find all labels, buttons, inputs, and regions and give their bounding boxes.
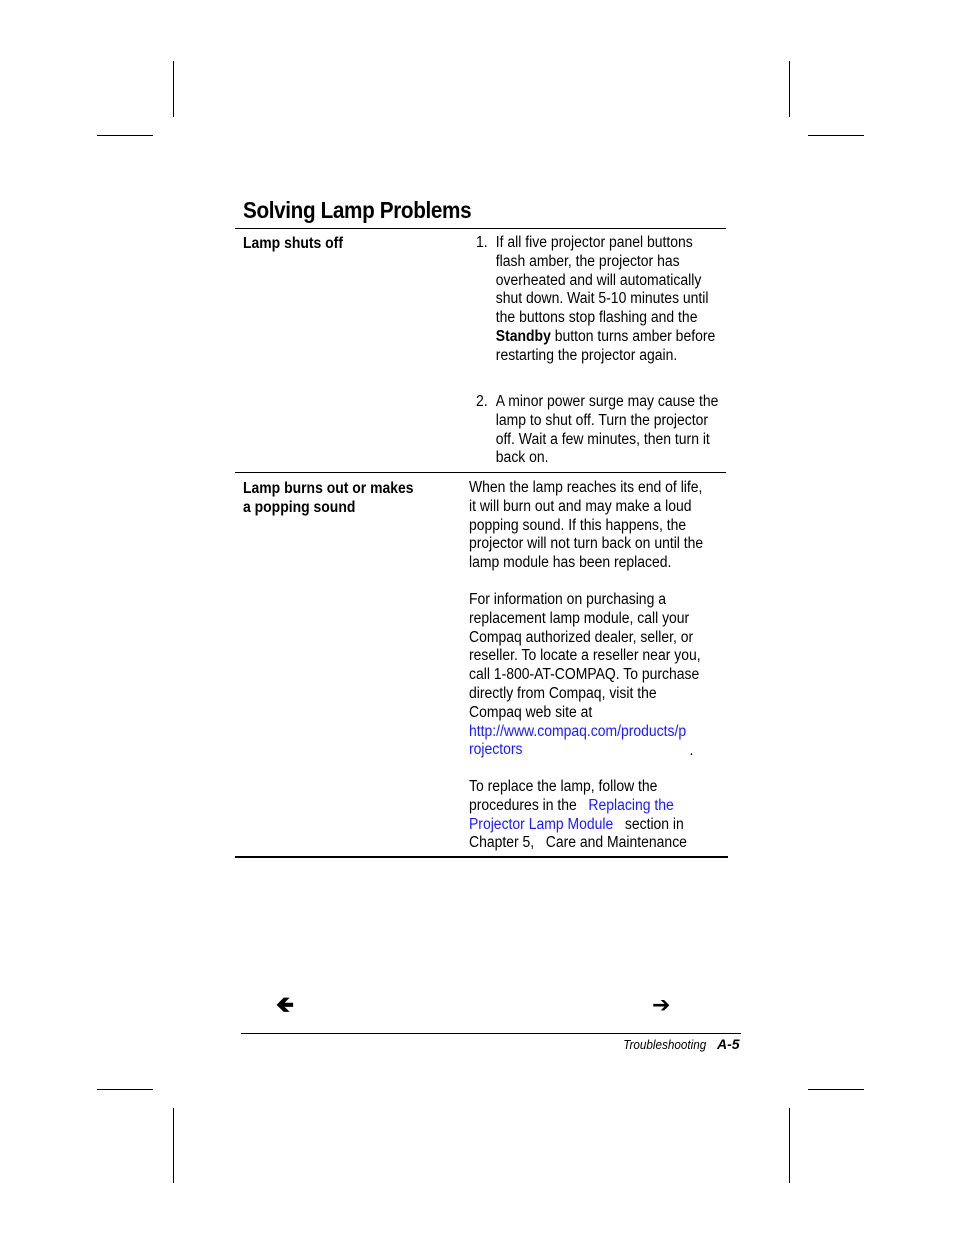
crop-mark (97, 135, 153, 136)
title-rule (235, 228, 726, 229)
solution-step-2: 2. A minor power surge may cause the lamp to shut off. Turn the projector off. Wait a few minutes, then turn it back on. (476, 393, 719, 467)
crop-mark (173, 1108, 174, 1183)
footer-page-number: A-5 (717, 1036, 740, 1052)
footer-section-name: Troubleshooting (622, 1037, 706, 1052)
row-divider (235, 472, 726, 473)
problem-label-lamp-burns-out: Lamp burns out or makes a popping sound (243, 480, 414, 516)
crop-mark (173, 61, 174, 117)
chapter-reference: Care and Maintenance (545, 834, 687, 852)
table-bottom-rule (235, 856, 728, 858)
right-arrow-icon[interactable]: ➔ (652, 993, 671, 1018)
crop-mark (789, 61, 790, 117)
solution-step-1: 1. If all five projector panel buttons flash amber, the projector has overheated and will automatically shut down. Wait 5-10 minutes until the buttons stop flashing and the Standby button turns amber before restarting the projector again. (476, 234, 716, 364)
crop-mark (789, 1108, 790, 1183)
crop-mark (97, 1089, 153, 1090)
problem-label-lamp-shuts-off: Lamp shuts off (243, 235, 343, 252)
footer-rule (241, 1033, 741, 1034)
standby-button-label: Standby (495, 327, 551, 345)
left-arrow-icon[interactable]: 🡸 (276, 993, 294, 1018)
crop-mark (808, 135, 864, 136)
solution-paragraph-end-of-life: When the lamp reaches its end of life, it will burn out and may make a loud popping sound. If this happens, the projector will not turn back on until the lamp module has been replaced. (469, 479, 704, 572)
compaq-projectors-link[interactable]: http://www.compaq.com/products/projectors (469, 722, 687, 759)
page-title: Solving Lamp Problems (243, 197, 472, 223)
crop-mark (808, 1089, 864, 1090)
solution-paragraph-replace: To replace the lamp, follow the procedures in the Replacing the Projector Lamp Module section in Chapter 5, Care and Maintenance (469, 778, 687, 852)
solution-paragraph-purchasing: For information on purchasing a replacement lamp module, call your Compaq authorized dealer, seller, or reseller. To locate a reseller near you, call 1-800-AT-COMPAQ. To purchase directly from Compaq, visit the Compaq web site at http://www.compaq.com/products/projectors . (469, 591, 701, 759)
replacing-lamp-module-link[interactable]: Replacing the Projector Lamp Module (469, 796, 674, 833)
